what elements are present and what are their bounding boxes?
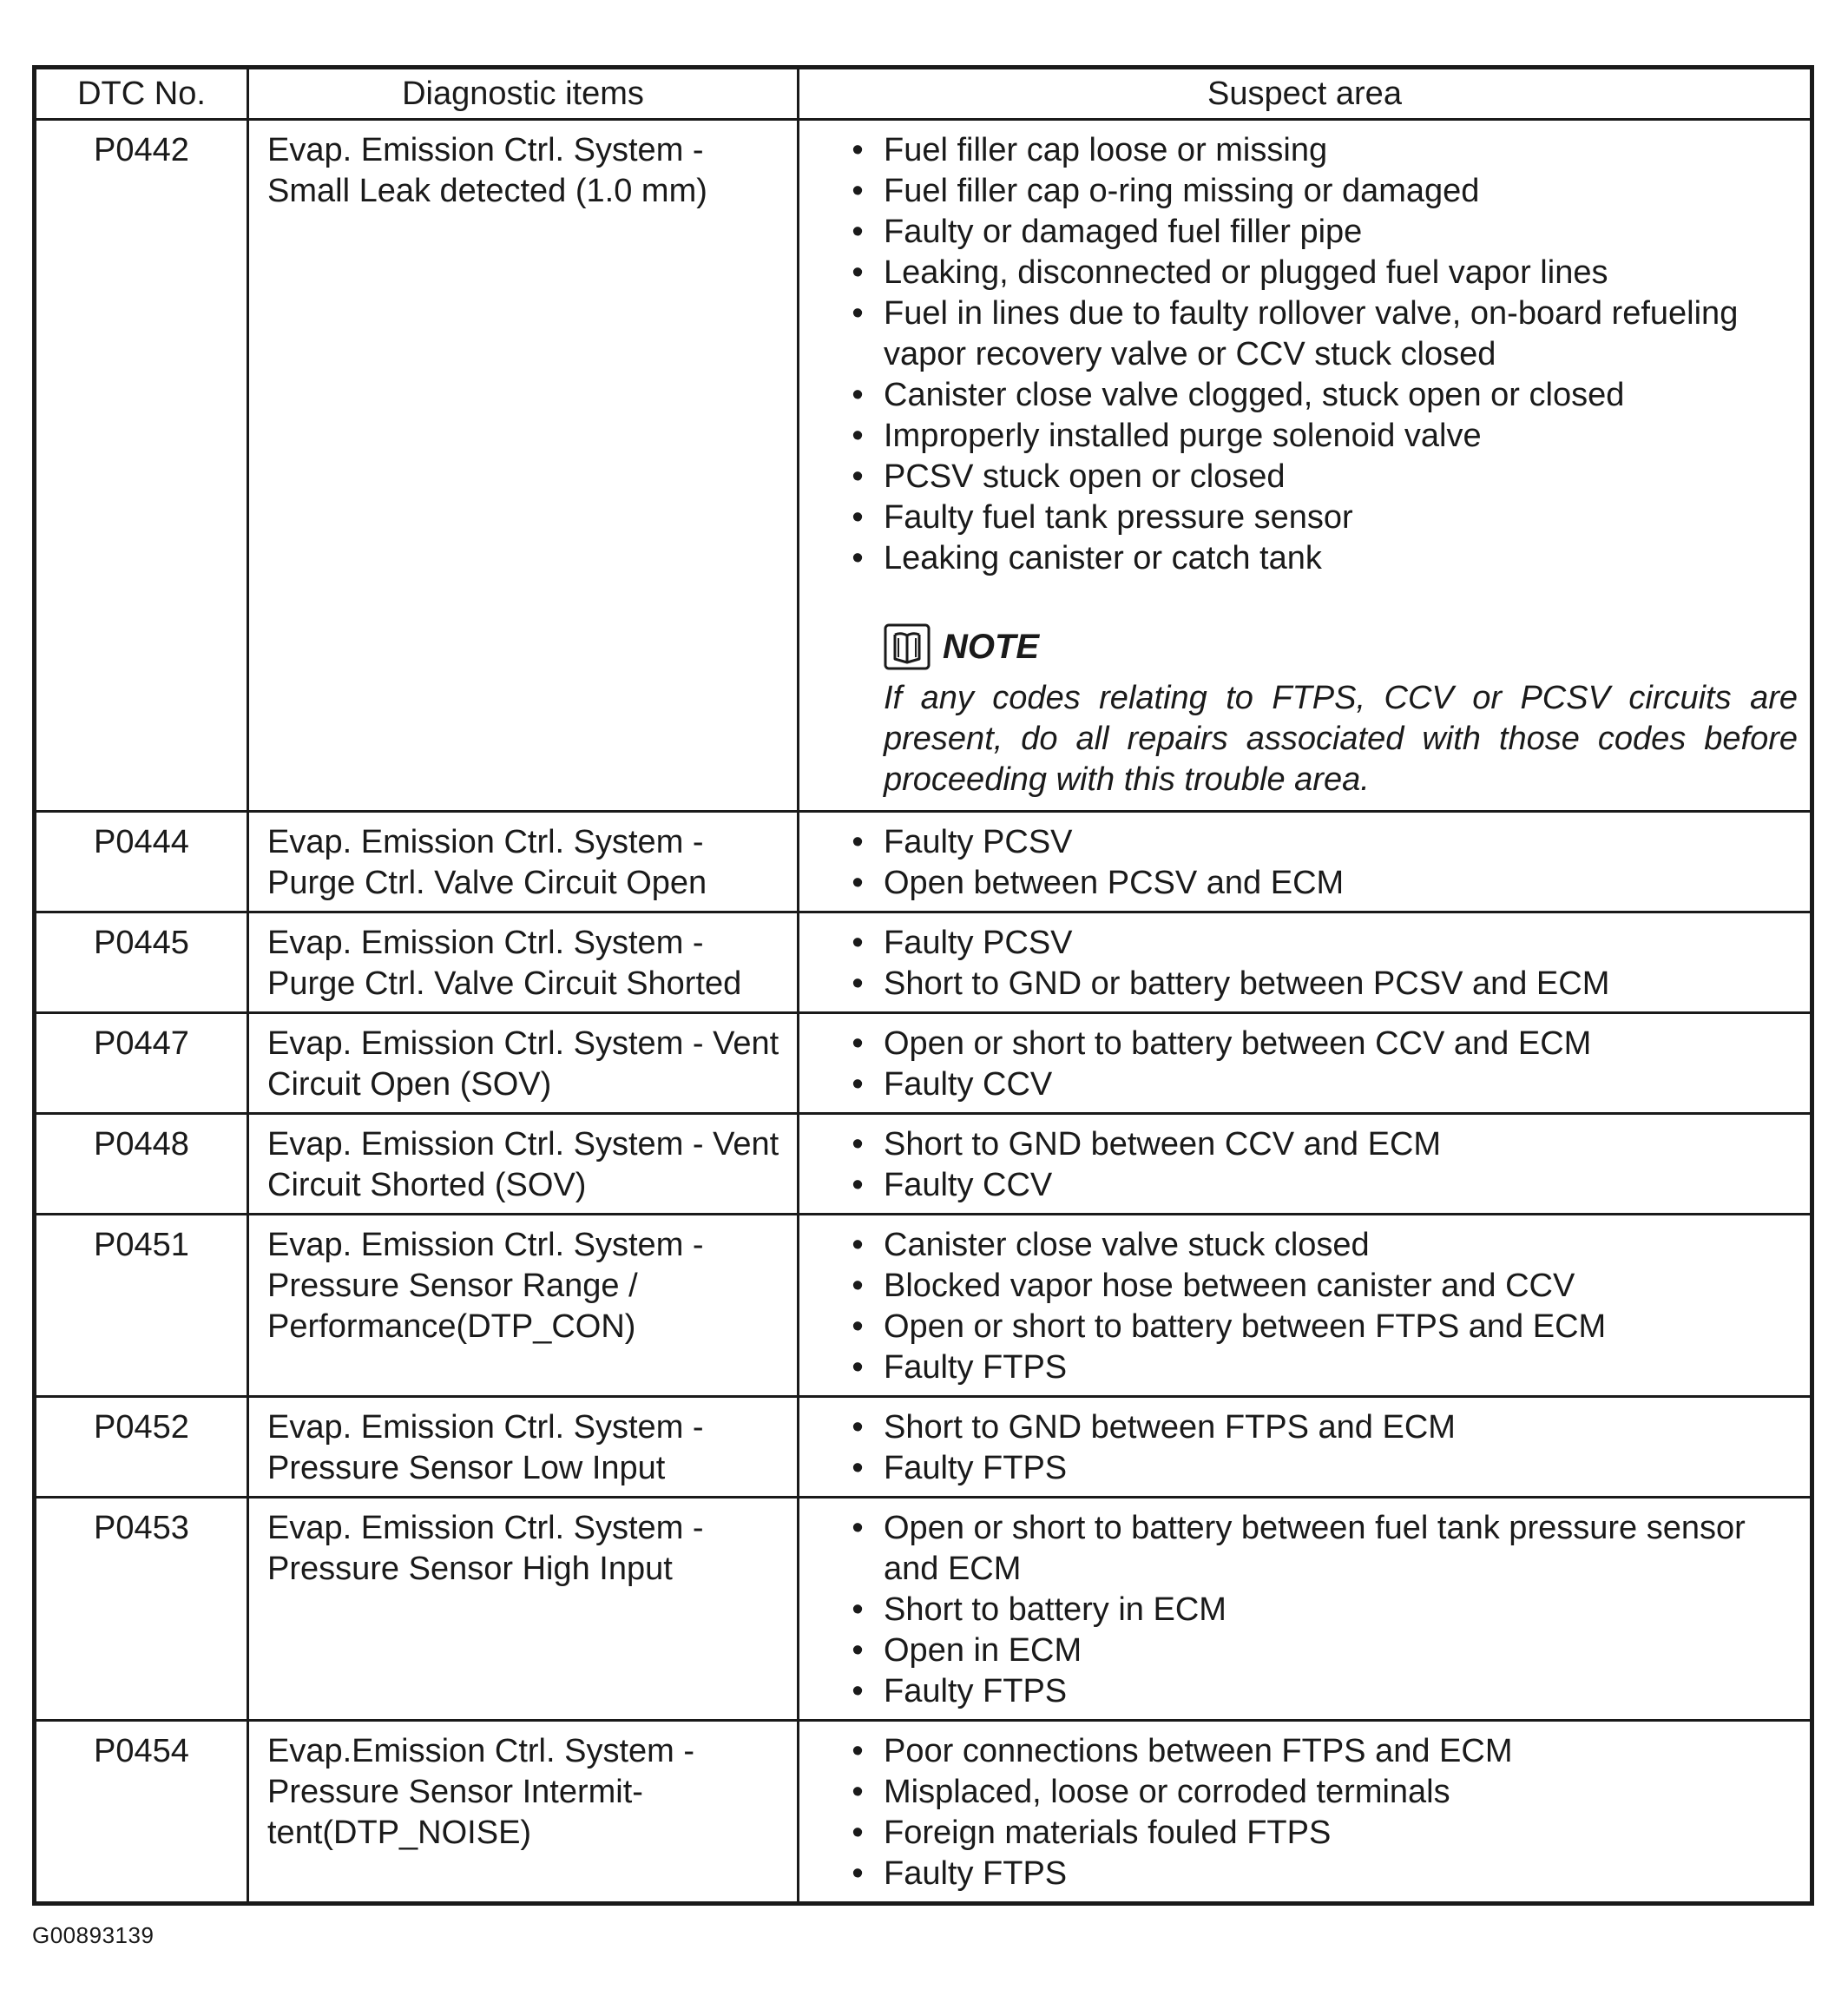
suspect-list [845,1407,1798,1489]
suspect-list [845,130,1798,579]
suspect-area-cell [799,1498,1812,1721]
header-dtc-no: DTC No. [35,68,248,120]
suspect-text: Short to GND between FTPS and ECM [884,1409,1456,1446]
bullet-icon: • [852,1774,864,1810]
suspect-list [845,1731,1798,1894]
suspect-text: Improperly installed purge solenoid valve [884,418,1482,454]
suspect-list [845,923,1798,1004]
dtc-code-cell: P0451 [35,1215,248,1397]
dtc-code-cell: P0442 [35,120,248,812]
suspect-text: Leaking canister or catch tank [884,540,1322,576]
suspect-list-item [845,863,1798,904]
suspect-area-cell [799,1215,1812,1397]
suspect-text: Misplaced, loose or corroded terminals [884,1774,1450,1810]
bullet-icon: • [852,377,864,413]
suspect-list-item [845,1407,1798,1448]
bullet-icon: • [852,1591,864,1628]
suspect-list-item [845,457,1798,497]
table-row [35,1721,1812,1904]
bullet-icon: • [852,173,864,209]
suspect-list [845,1225,1798,1388]
suspect-text: Fuel in lines due to faulty rollover valve, on-board refueling vapor recovery valve or CCV stuck closed [884,295,1739,372]
suspect-area-cell [799,1114,1812,1215]
suspect-list-item [845,1772,1798,1813]
suspect-text: Faulty FTPS [884,1673,1068,1709]
diagnostic-item-cell: Evap. Emission Ctrl. System - Pressure Sensor High Input [248,1498,799,1721]
suspect-list-item [845,923,1798,964]
dtc-code-cell: P0454 [35,1721,248,1904]
suspect-list-item [845,964,1798,1004]
bullet-icon: • [852,1510,864,1546]
suspect-text: Poor connections between FTPS and ECM [884,1733,1513,1769]
suspect-text: Faulty FTPS [884,1349,1068,1386]
bullet-icon: • [852,132,864,168]
suspect-list-item [845,1064,1798,1105]
suspect-list [845,1024,1798,1105]
bullet-icon: • [852,1308,864,1345]
suspect-list-item [845,1854,1798,1894]
suspect-text: Short to GND between CCV and ECM [884,1126,1442,1163]
suspect-text: Open or short to battery between CCV and ECM [884,1025,1592,1062]
note-heading [884,620,1798,674]
table-row [35,1114,1812,1215]
suspect-text: Fuel filler cap loose or missing [884,132,1328,168]
table-body [35,120,1812,1904]
dtc-code-cell: P0448 [35,1114,248,1215]
suspect-text: Short to GND or battery between PCSV and ECM [884,965,1610,1002]
suspect-text: Open or short to battery between fuel tank pressure sensor and ECM [884,1510,1746,1587]
suspect-list-item [845,497,1798,538]
suspect-list-item [845,822,1798,863]
note-block [845,620,1798,800]
dtc-code-cell: P0452 [35,1397,248,1498]
header-diagnostic-items: Diagnostic items [248,68,799,120]
suspect-list-item [845,1165,1798,1206]
suspect-list-item [845,1731,1798,1772]
bullet-icon: • [852,1673,864,1709]
suspect-area-cell [799,812,1812,912]
suspect-text: Foreign materials fouled FTPS [884,1815,1332,1851]
bullet-icon: • [852,295,864,332]
diagnostic-item-cell: Evap. Emission Ctrl. System - Purge Ctrl. Valve Circuit Open [248,812,799,912]
bullet-icon: • [852,1733,864,1769]
dtc-code-cell: P0453 [35,1498,248,1721]
bullet-icon: • [852,1268,864,1304]
suspect-list-item [845,212,1798,253]
suspect-text: Fuel filler cap o-ring missing or damaged [884,173,1480,209]
suspect-text: Open in ECM [884,1632,1082,1669]
bullet-icon: • [852,1855,864,1892]
dtc-table [32,65,1814,1906]
bullet-icon: • [852,1349,864,1386]
bullet-icon: • [852,458,864,495]
diagnostic-item-cell: Evap. Emission Ctrl. System - Pressure Sensor Range / Performance(DTP_CON) [248,1215,799,1397]
suspect-area-cell [799,1721,1812,1904]
suspect-list-item [845,293,1798,375]
suspect-list-item [845,130,1798,171]
suspect-text: Short to battery in ECM [884,1591,1227,1628]
suspect-list-item [845,253,1798,293]
suspect-list-item [845,1124,1798,1165]
suspect-area-cell [799,1013,1812,1114]
suspect-text: Faulty PCSV [884,925,1073,961]
bullet-icon: • [852,1632,864,1669]
bullet-icon: • [852,865,864,901]
suspect-list-item [845,375,1798,416]
suspect-list [845,822,1798,904]
suspect-text: Leaking, disconnected or plugged fuel vapor lines [884,254,1608,291]
table-row [35,120,1812,812]
suspect-list-item [845,1448,1798,1489]
suspect-text: Faulty fuel tank pressure sensor [884,499,1353,536]
suspect-list-item [845,1590,1798,1630]
suspect-text: PCSV stuck open or closed [884,458,1286,495]
bullet-icon: • [852,925,864,961]
header-suspect-area: Suspect area [799,68,1812,120]
bullet-icon: • [852,1450,864,1486]
bullet-icon: • [852,824,864,860]
bullet-icon: • [852,499,864,536]
suspect-list-item [845,1225,1798,1266]
suspect-text: Faulty or damaged fuel filler pipe [884,214,1363,250]
suspect-list-item [845,171,1798,212]
suspect-list-item [845,1630,1798,1671]
bullet-icon: • [852,418,864,454]
note-title: NOTE [943,627,1040,666]
suspect-text: Faulty FTPS [884,1855,1068,1892]
diagnostic-item-cell: Evap. Emission Ctrl. System - Vent Circuit Open (SOV) [248,1013,799,1114]
table-row [35,912,1812,1013]
suspect-area-cell [799,120,1812,812]
suspect-list-item [845,1671,1798,1712]
suspect-list-item [845,538,1798,579]
diagnostic-item-cell: Evap. Emission Ctrl. System - Vent Circuit Shorted (SOV) [248,1114,799,1215]
suspect-area-cell [799,1397,1812,1498]
suspect-list-item [845,1024,1798,1064]
table-row [35,1013,1812,1114]
suspect-text: Faulty PCSV [884,824,1073,860]
bullet-icon: • [852,1066,864,1103]
bullet-icon: • [852,1409,864,1446]
suspect-text: Canister close valve stuck closed [884,1227,1370,1263]
bullet-icon: • [852,1167,864,1203]
image-id: G00893139 [32,1922,155,1948]
bullet-icon: • [852,214,864,250]
suspect-text: Open or short to battery between FTPS and ECM [884,1308,1607,1345]
suspect-text: Faulty CCV [884,1066,1053,1103]
suspect-list-item [845,1266,1798,1307]
suspect-list-item [845,1307,1798,1347]
book-icon [884,623,931,670]
bullet-icon: • [852,965,864,1002]
bullet-icon: • [852,1126,864,1163]
diagnostic-item-cell: Evap. Emission Ctrl. System - Purge Ctrl. Valve Circuit Shorted [248,912,799,1013]
suspect-area-cell [799,912,1812,1013]
suspect-list-item [845,416,1798,457]
table-row [35,1498,1812,1721]
bullet-icon: • [852,540,864,576]
diagnostic-item-cell: Evap.Emission Ctrl. System - Pressure Sensor Intermit-tent(DTP_NOISE) [248,1721,799,1904]
suspect-text: Faulty FTPS [884,1450,1068,1486]
suspect-list-item [845,1508,1798,1590]
bullet-icon: • [852,1227,864,1263]
table-row [35,1215,1812,1397]
bullet-icon: • [852,254,864,291]
note-text: If any codes relating to FTPS, CCV or PCSV circuits are present, do all repairs associated with those codes before proceeding with this trouble area. [884,680,1798,798]
dtc-code-cell: P0447 [35,1013,248,1114]
suspect-list [845,1124,1798,1206]
dtc-code-cell: P0445 [35,912,248,1013]
bullet-icon: • [852,1815,864,1851]
dtc-code-cell: P0444 [35,812,248,912]
diagnostic-item-cell: Evap. Emission Ctrl. System - Pressure Sensor Low Input [248,1397,799,1498]
suspect-text: Faulty CCV [884,1167,1053,1203]
suspect-list [845,1508,1798,1712]
suspect-text: Canister close valve clogged, stuck open or closed [884,377,1625,413]
table-header-row [35,68,1812,120]
suspect-text: Open between PCSV and ECM [884,865,1345,901]
bullet-icon: • [852,1025,864,1062]
table-row [35,1397,1812,1498]
diagnostic-item-cell: Evap. Emission Ctrl. System - Small Leak detected (1.0 mm) [248,120,799,812]
table-row [35,812,1812,912]
suspect-list-item [845,1813,1798,1854]
suspect-text: Blocked vapor hose between canister and CCV [884,1268,1575,1304]
suspect-list-item [845,1347,1798,1388]
